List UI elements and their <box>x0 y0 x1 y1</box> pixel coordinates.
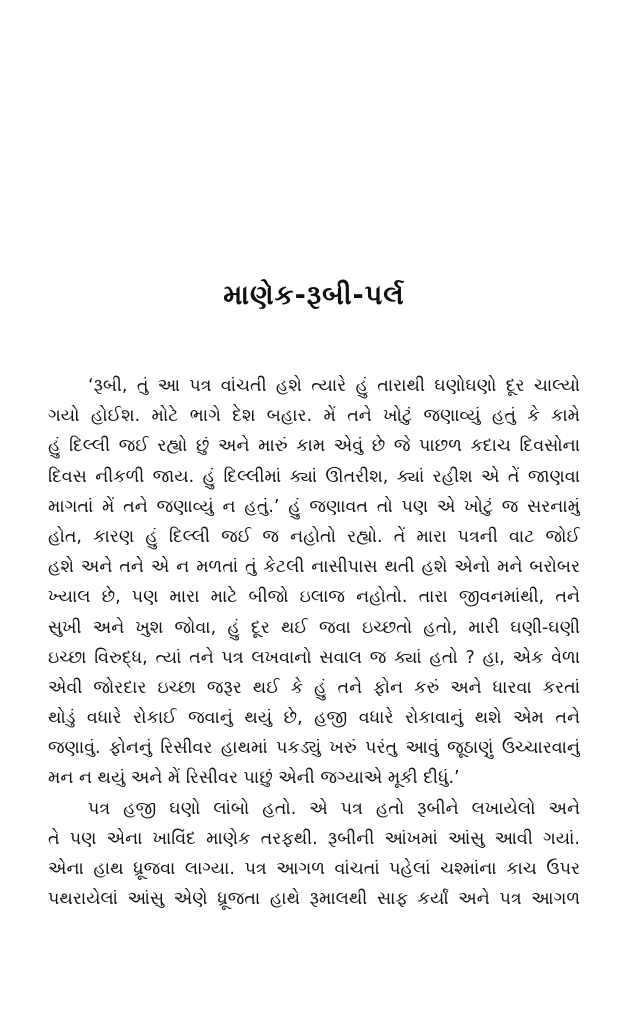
text-line: થોડું વધારે રોકાઈ જવાનું થયું છે, હજી વધારે રોકાવાનું થશે એમ તને <box>48 708 580 729</box>
body-text <box>48 371 580 914</box>
text-line: એના હાથ ધ્રૂજવા લાગ્યા. પત્ર આગળ વાંચતાં પહેલાં ચશ્માંના કાચ ઉપર <box>48 859 580 879</box>
chapter-title: માણેક-રૂબી-પર્લ <box>223 280 405 311</box>
text-line: હું દિલ્લી જઈ રહ્યો છું અને મારું કામ એવું છે જે પાછળ કદાચ દિવસોના <box>48 436 580 457</box>
text-line: મન ન થયું અને મેં રિસીવર પાછું એની જગ્યાએ મૂકી દીધું.’ <box>48 768 460 789</box>
text-line: એવી જોરદાર ઇચ્છા જરૂર થઈ કે હું તને ફોન કરું અને ધારવા કરતાં <box>48 677 580 698</box>
text-line: તે પણ એના ખાવિંદ માણેક તરફથી. રૂબીની આંખમાં આંસુ આવી ગયાં. <box>48 828 580 849</box>
paragraph <box>48 794 580 915</box>
text-line: સુખી અને ખુશ જોવા, હું દૂર થઈ જવા ઇચ્છતો હતો, મારી ઘણી-ઘણી <box>48 617 580 638</box>
text-line: હશે અને તને એ ન મળતાં તું કેટલી નાસીપાસ થતી હશે એનો મને બરોબર <box>48 557 580 578</box>
text-line: ઇચ્છા વિરુદ્ધ, ત્યાં તને પત્ર લખવાનો સવાલ જ ક્યાં હતો ? હા, એક વેળા <box>48 647 580 668</box>
text-line: હોત, કારણ હું દિલ્લી જઈ જ નહોતો રહ્યો. તેં મારા પત્રની વાટ જોઈ <box>48 526 580 547</box>
paragraph <box>48 371 580 794</box>
text-line: ખ્યાલ છે, પણ મારા માટે બીજો ઇલાજ નહોતો. તારા જીવનમાંથી, તને <box>48 587 580 608</box>
text-line: ‘રૂબી, તું આ પત્ર વાંચતી હશે ત્યારે હું તારાથી ઘણોઘણો દૂર ચાલ્યો <box>88 376 580 396</box>
text-line: પથરાયેલાં આંસુ એણે ધ્રૂજતા હાથે રૂમાલથી સાફ કર્યાં અને પત્ર આગળ <box>48 889 580 910</box>
text-line: જણાવું. ફોનનું રિસીવર હાથમાં પકડ્યું ખરું પરંતુ આવું જૂઠાણું ઉચ્ચારવાનું <box>48 738 580 759</box>
text-line: ગયો હોઈશ. મોટે ભાગે દેશ બહાર. મેં તને ખોટું જણાવ્યું હતું કે કામે <box>48 406 580 427</box>
text-line: માગતાં મેં તને જણાવ્યું ન હતું.’ હું જણાવત તો પણ એ ખોટું જ સરનામું <box>48 496 580 517</box>
text-line: દિવસ નીકળી જાય. હું દિલ્લીમાં ક્યાં ઊતરીશ, ક્યાં રહીશ એ તેં જાણવા <box>48 466 580 487</box>
text-line: પત્ર હજી ઘણો લાંબો હતો. એ પત્ર હતો રૂબીને લખાયેલો અને <box>88 798 580 819</box>
